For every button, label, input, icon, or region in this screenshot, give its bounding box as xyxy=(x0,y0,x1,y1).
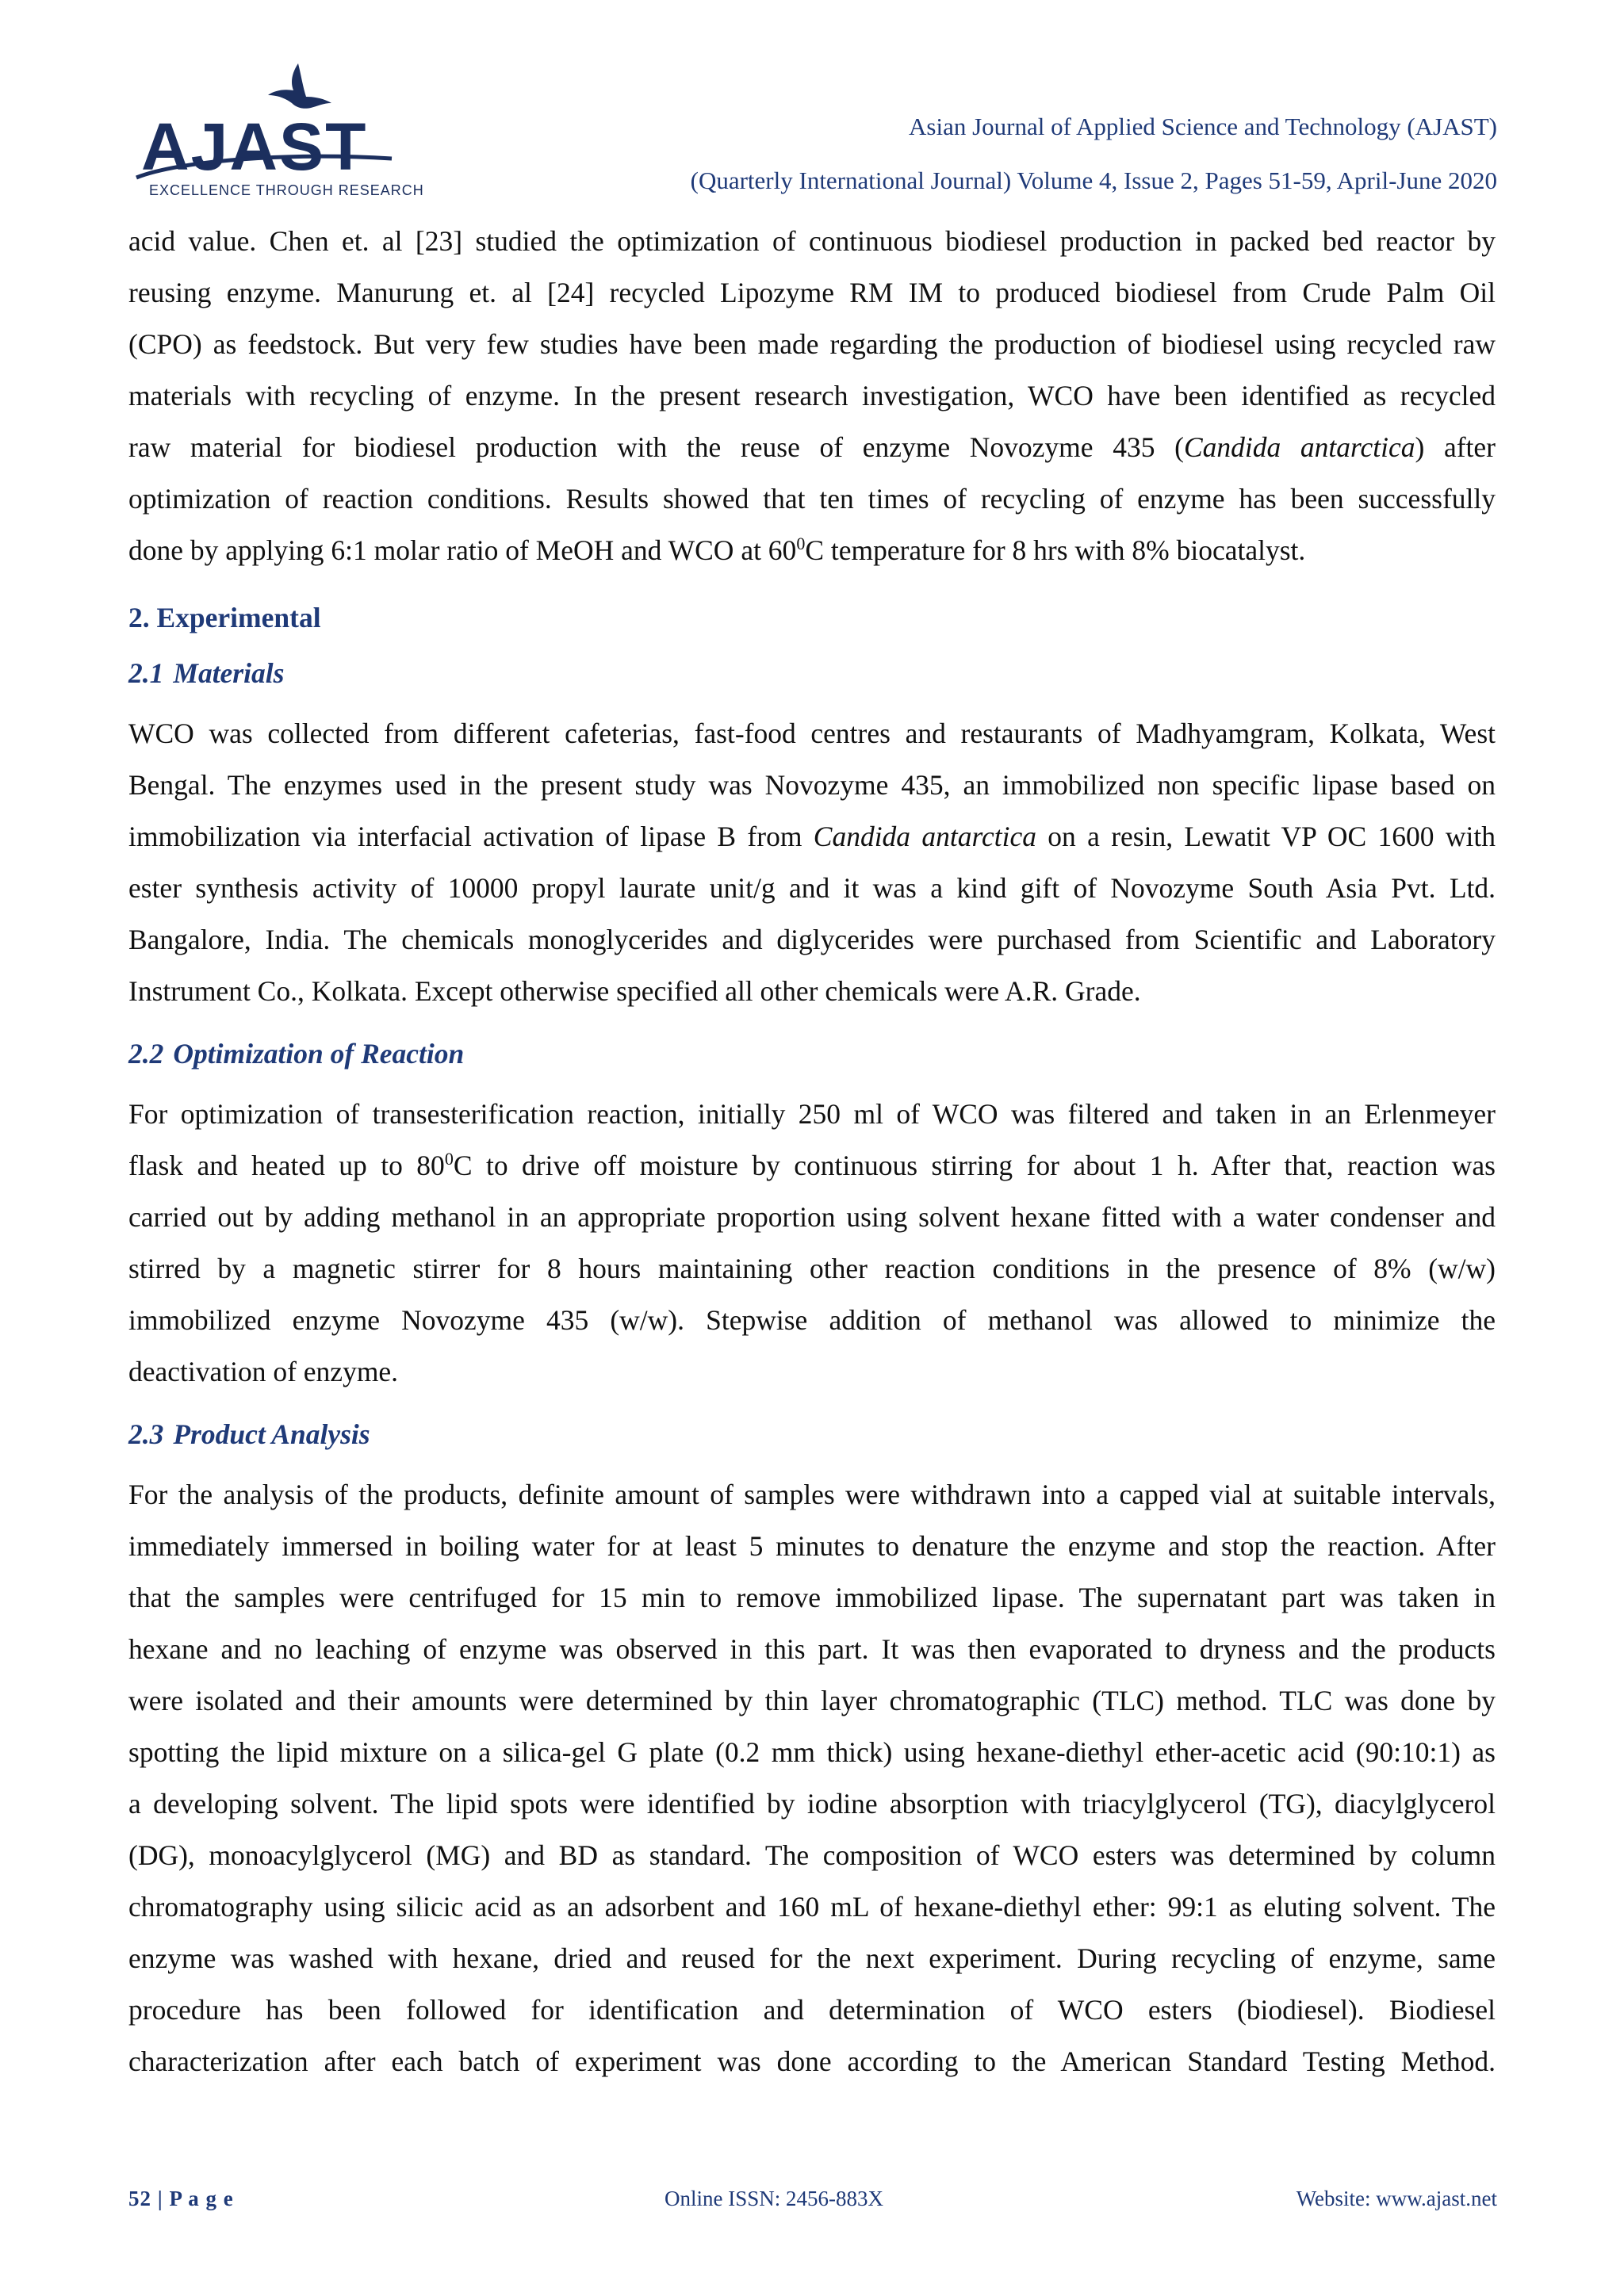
section-heading: 2. Experimental xyxy=(128,602,321,633)
product-analysis-paragraph xyxy=(128,1469,1496,2087)
text-line: Bengal. The enzymes used in the present study was Novozyme 435, an immobilized non specific lipase based on xyxy=(128,769,1496,801)
text-run: ) after xyxy=(1415,431,1496,463)
text-line: acid value. Chen et. al [23] studied the optimization of continuous biodiesel production in packed bed reactor by xyxy=(128,225,1496,257)
text-line: deactivation of enzyme. xyxy=(128,1356,399,1387)
text-run: C to drive off moisture by continuous stirring for about 1 h. After that, reaction was xyxy=(453,1150,1496,1181)
subsection-number: 2.3 xyxy=(128,1418,164,1450)
text-line: spotting the lipid mixture on a silica-gel G plate (0.2 mm thick) using hexane-diethyl ether-acetic acid (90:10:1) as xyxy=(128,1736,1496,1768)
journal-title: Asian Journal of Applied Science and Technology (AJAST) xyxy=(909,113,1497,140)
text-line: chromatography using silicic acid as an adsorbent and 160 mL of hexane-diethyl ether: 99:1 as eluting solvent. The xyxy=(128,1891,1496,1923)
text-line: Bangalore, India. The chemicals monoglycerides and diglycerides were purchased from Scientific and Laboratory xyxy=(128,924,1496,955)
text-run: C temperature for 8 hrs with 8% biocatalyst. xyxy=(805,534,1306,566)
text-line: For the analysis of the products, definite amount of samples were withdrawn into a capped vial at suitable intervals, xyxy=(128,1479,1496,1510)
text-line xyxy=(128,525,1496,576)
text-line: that the samples were centrifuged for 15 min to remove immobilized lipase. The supernatant part was taken in xyxy=(128,1582,1496,1613)
text-line: enzyme was washed with hexane, dried and reused for the next experiment. During recycling of enzyme, same xyxy=(128,1942,1496,1974)
text-line: carried out by adding methanol in an appropriate proportion using solvent hexane fitted with a water condenser and xyxy=(128,1201,1496,1233)
logo-tagline: EXCELLENCE THROUGH RESEARCH xyxy=(149,182,424,198)
species-name: Candida antarctica xyxy=(1183,431,1415,463)
text-line: (DG), monoacylglycerol (MG) and BD as standard. The composition of WCO esters was determined by column xyxy=(128,1839,1496,1871)
text-line: immediately immersed in boiling water for at least 5 minutes to denature the enzyme and stop the reaction. After xyxy=(128,1530,1496,1562)
text-line: ester synthesis activity of 10000 propyl laurate unit/g and it was a kind gift of Novozyme South Asia Pvt. Ltd. xyxy=(128,872,1496,904)
page-number: 52 | P a g e xyxy=(128,2187,234,2210)
subsection-heading xyxy=(128,1415,1496,1453)
text-line xyxy=(128,811,1496,863)
subsection-number: 2.2 xyxy=(128,1038,164,1070)
page-content xyxy=(128,216,1496,2087)
species-name: Candida antarctica xyxy=(813,821,1036,852)
materials-paragraph xyxy=(128,708,1496,1017)
bird-icon xyxy=(268,63,331,109)
text-line: optimization of reaction conditions. Results showed that ten times of recycling of enzyme has been successfully xyxy=(128,483,1496,515)
text-line: a developing solvent. The lipid spots were identified by iodine absorption with triacylglycerol (TG), diacylglycerol xyxy=(128,1788,1496,1820)
text-line: hexane and no leaching of enzyme was observed in this part. It was then evaporated to dryness and the products xyxy=(128,1633,1496,1665)
journal-issue: (Quarterly International Journal) Volume 4, Issue 2, Pages 51-59, April-June 2020 xyxy=(690,166,1497,194)
subsection-title: Optimization of Reaction xyxy=(173,1038,465,1070)
text-line: materials with recycling of enzyme. In the present research investigation, WCO have been identified as recycled xyxy=(128,380,1496,411)
text-run: on a resin, Lewatit VP OC 1600 with xyxy=(1036,821,1496,852)
subsection-heading xyxy=(128,1035,1496,1073)
text-line xyxy=(128,1140,1496,1192)
subsection-heading xyxy=(128,654,1496,692)
superscript: 0 xyxy=(796,534,806,554)
text-line: characterization after each batch of experiment was done according to the American Standard Testing Method. xyxy=(128,2045,1496,2077)
text-line: reusing enzyme. Manurung et. al [24] recycled Lipozyme RM IM to produced biodiesel from Crude Palm Oil xyxy=(128,277,1496,308)
text-line xyxy=(128,422,1496,473)
text-line: For optimization of transesterification reaction, initially 250 ml of WCO was filtered and taken in an Erlenmeyer xyxy=(128,1098,1496,1130)
intro-paragraph xyxy=(128,216,1496,576)
text-line: procedure has been followed for identification and determination of WCO esters (biodiesel). Biodiesel xyxy=(128,1994,1496,2026)
text-line: (CPO) as feedstock. But very few studies have been made regarding the production of biodiesel using recycled raw xyxy=(128,328,1496,360)
text-line: were isolated and their amounts were determined by thin layer chromatographic (TLC) method. TLC was done by xyxy=(128,1685,1496,1716)
logo-text: AJAST xyxy=(141,109,368,184)
text-run: flask and heated up to 80 xyxy=(128,1150,445,1181)
subsection-title: Materials xyxy=(173,657,285,689)
text-line: Instrument Co., Kolkata. Except otherwise specified all other chemicals were A.R. Grade. xyxy=(128,975,1141,1007)
text-run: immobilization via interfacial activation of lipase B from xyxy=(128,821,814,852)
journal-logo xyxy=(133,59,424,201)
subsection-title: Product Analysis xyxy=(173,1418,370,1450)
website-link[interactable]: Website: www.ajast.net xyxy=(1296,2187,1497,2210)
text-line: immobilized enzyme Novozyme 435 (w/w). Stepwise addition of methanol was allowed to minimize the xyxy=(128,1304,1496,1336)
text-line: WCO was collected from different cafeterias, fast-food centres and restaurants of Madhyamgram, Kolkata, West xyxy=(128,718,1496,749)
text-line: stirred by a magnetic stirrer for 8 hours maintaining other reaction conditions in the presence of 8% (w/w) xyxy=(128,1253,1496,1284)
superscript: 0 xyxy=(444,1149,454,1169)
text-run: done by applying 6:1 molar ratio of MeOH and WCO at 60 xyxy=(128,534,797,566)
subsection-number: 2.1 xyxy=(128,657,164,689)
text-run: raw material for biodiesel production with the reuse of enzyme Novozyme 435 ( xyxy=(128,431,1184,463)
issn: Online ISSN: 2456-883X xyxy=(665,2187,883,2210)
optimization-paragraph xyxy=(128,1089,1496,1398)
